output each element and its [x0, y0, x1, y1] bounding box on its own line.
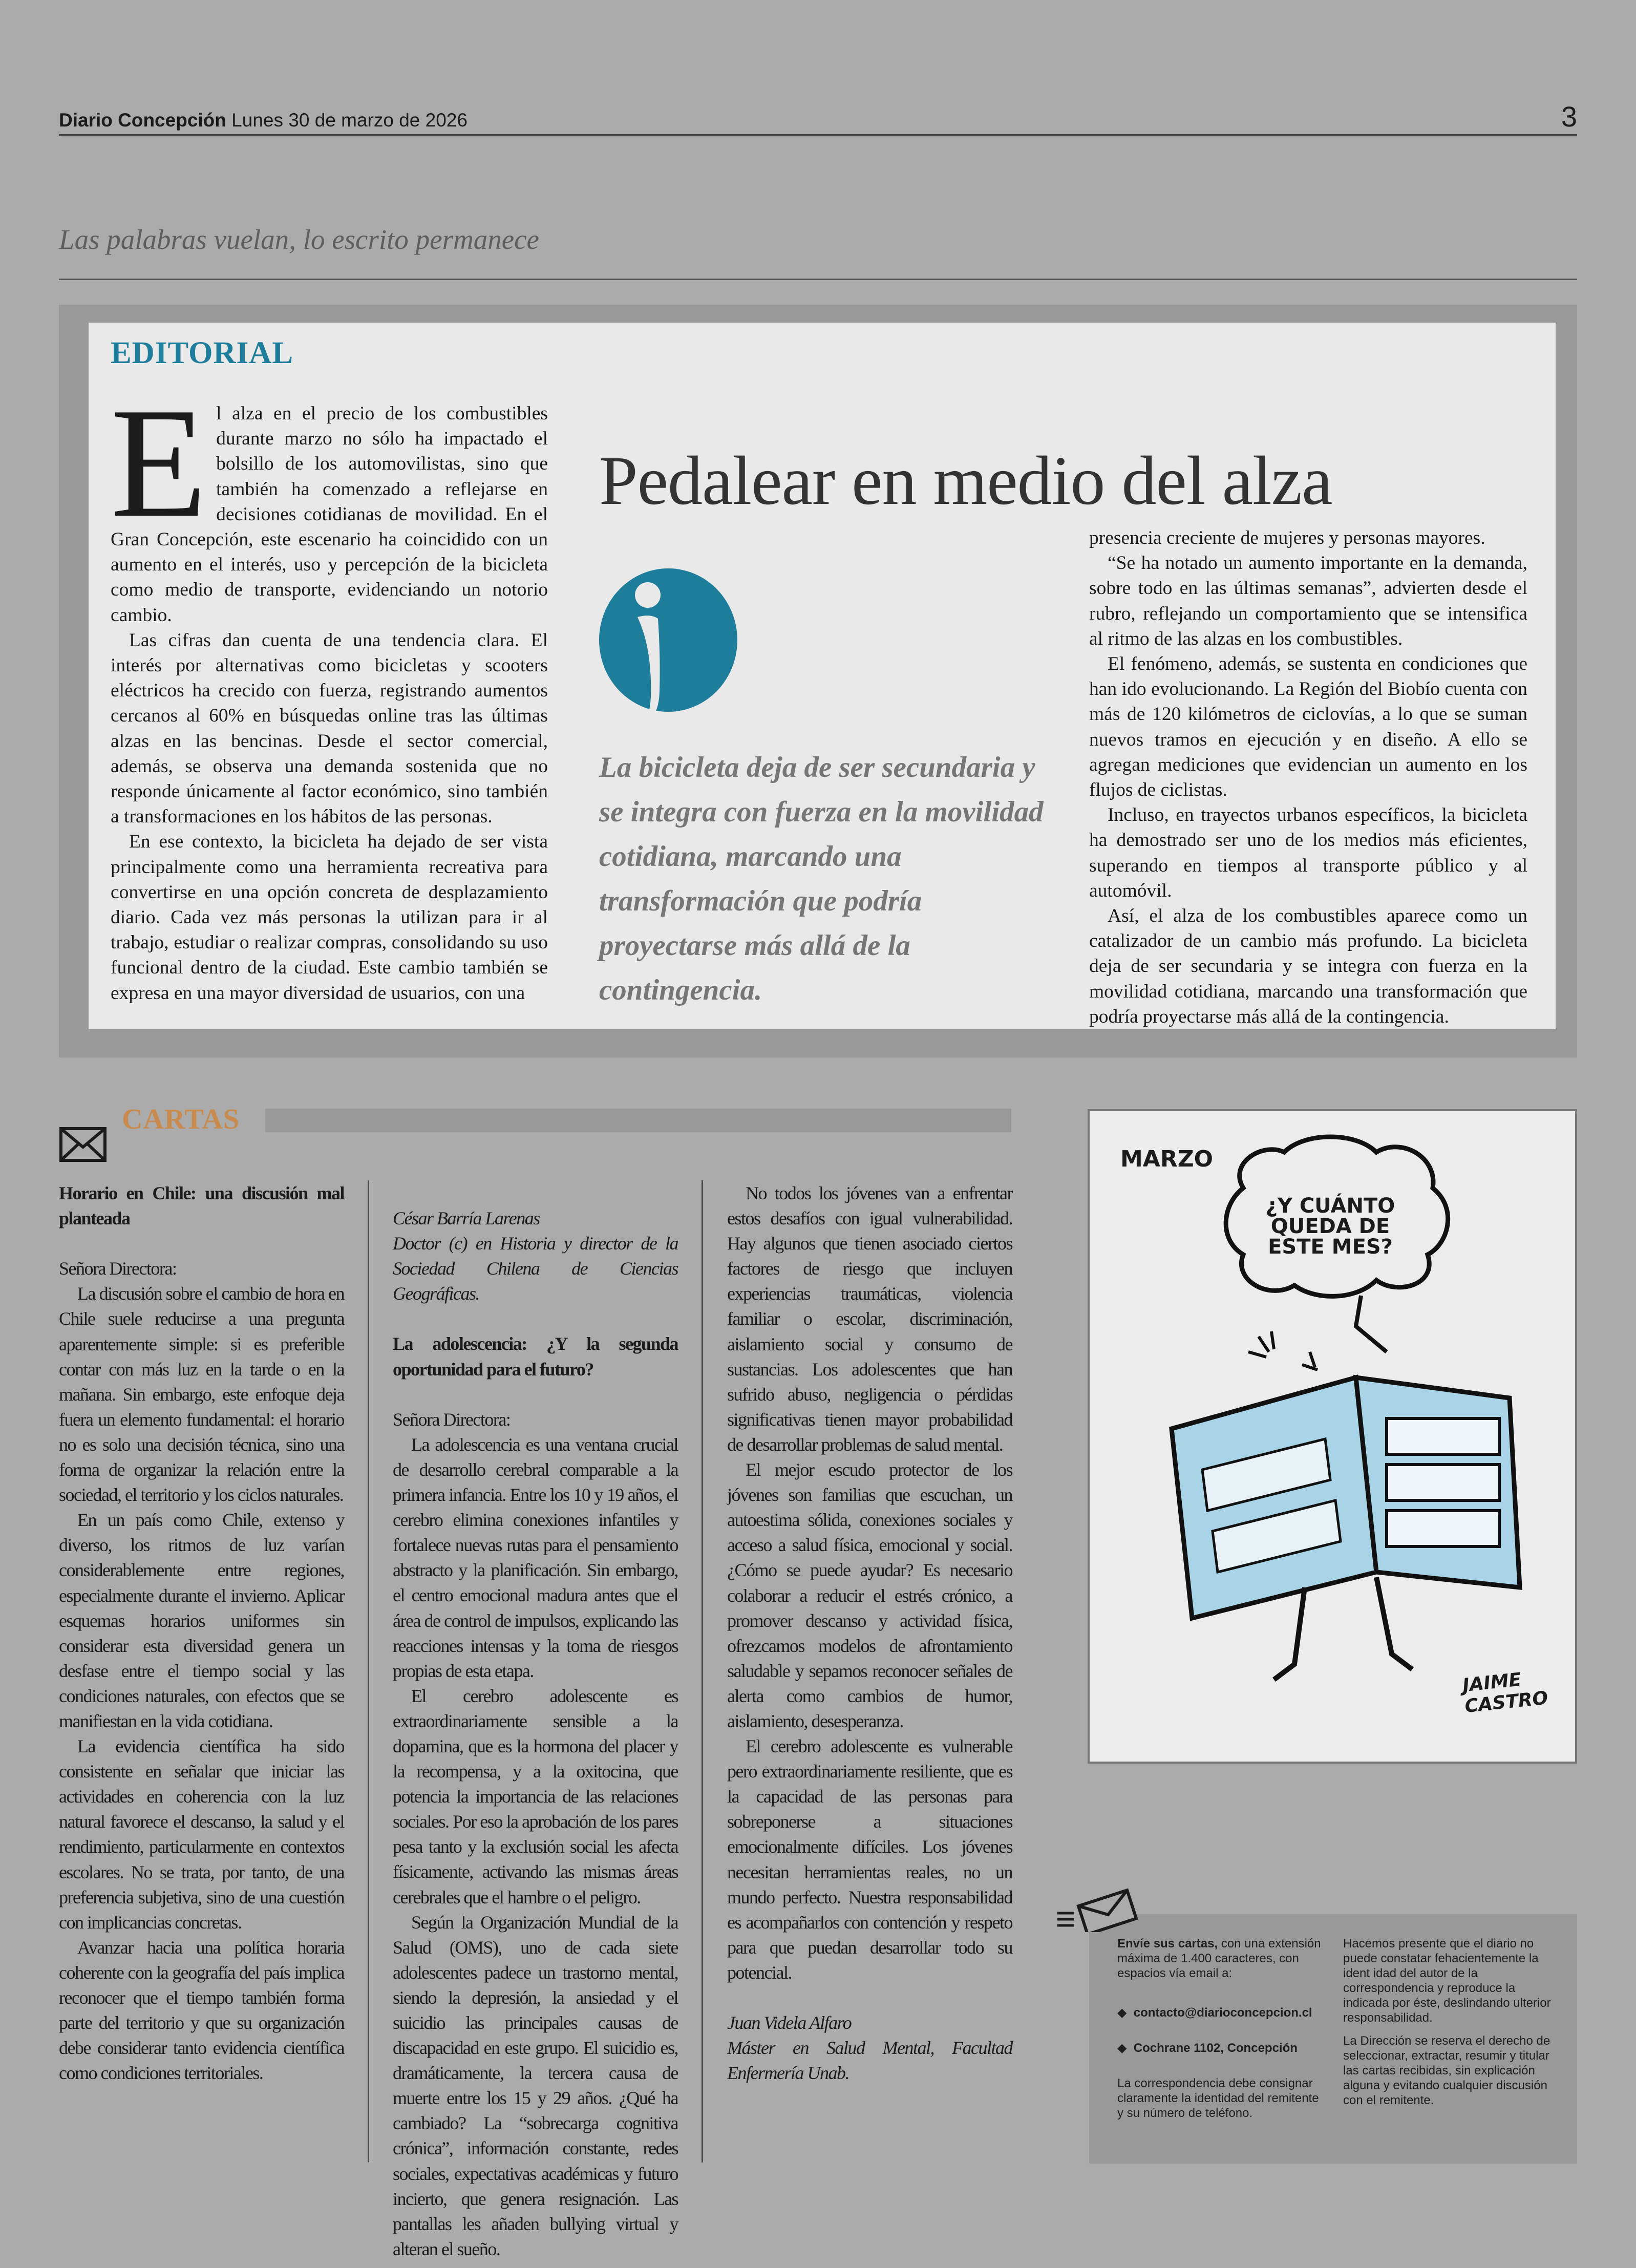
submissions-col-2 [1343, 1936, 1558, 2108]
info-icon [599, 568, 737, 713]
letter-paragraph: El cerebro adolescente es vulnerable pero extraordinariamente resiliente, que es la capacidad de las personas para sobreponerse a situaciones emocionalmente difíciles. Los jóvenes necesitan herramientas reales, no un mundo perfecto. Nuestra responsabilidad es acompañarlos con contención y respeto para que puedan desarrollar todo su potencial. [727, 1736, 1012, 1983]
letter-paragraph: Según la Organización Mundial de la Salud (OMS), uno de cada siete adolescentes padece un trastorno mental, siendo la depresión, la ansiedad y el suicidio las principales causas de discapacidad en este grupo. El suicidio es, dramáticamente, la tercera causa de muerte entre los 15 y 29 años. ¿Qué ha cambiado? La “sobrecarga cognitiva crónica”, información constante, redes sociales, expectativas académicas y futuro incierto, que genera resignación. Las pantallas les añaden bullying virtual y alteran el sueño. [393, 1912, 678, 2259]
drop-cap: E [111, 375, 207, 550]
page-header [59, 102, 1577, 133]
editorial-paragraph: El fenómeno, además, se sustenta en condiciones que han ido evolucionando. La Región del Biobío cuenta con más de 120 kilómetros de ciclovías, a lo que se suman nuevos tramos en ejecución y en diseño. A ello se agregan mediciones que evidencian un aumento en los flujos de ciclistas. [1089, 653, 1527, 801]
submissions-email[interactable]: ◆ contacto@diarioconcepcion.cl [1117, 2006, 1312, 2020]
letter-salutation: Señora Directora: [393, 1409, 511, 1430]
editorial-paragraph: Así, el alza de los combustibles aparece como un catalizador de un cambio más profundo. La bicicleta deja de ser secundaria y se integra con fuerza en la movilidad cotidiana, marcando una transformación que podría proyectarse más allá de la contingencia. [1089, 905, 1527, 1027]
issue-date: Lunes 30 de marzo de 2026 [231, 110, 468, 131]
letter-signature-title: Máster en Salud Mental, Facultad Enfermería Unab. [727, 2038, 1012, 2084]
letter-salutation: Señora Directora: [59, 1258, 177, 1279]
section-tagline: Las palabras vuelan, lo escrito permanece [59, 224, 539, 255]
letters-column-1 [59, 1181, 344, 2086]
cartas-bar [265, 1109, 1011, 1132]
editorial-label: EDITORIAL [111, 336, 294, 370]
letter-headline: Horario en Chile: una discusión mal planteada [59, 1183, 344, 1229]
letters-column-2 [393, 1206, 678, 2262]
submissions-note: Hacemos presente que el diario no puede constatar fehacientemente la ident idad del autor de la correspondencia y reproduce la indicada por éste, deslindando ulterior responsabilidad. [1343, 1937, 1551, 2025]
column-rule [702, 1180, 703, 2163]
editorial-pullquote: La bicicleta deja de ser secundaria y se integra con fuerza en la movilidad cotidiana, marcando una transformación que podría proyectarse más allá de la contingencia. [599, 751, 1044, 1006]
editorial-paragraph: Incluso, en trayectos urbanos específicos, la bicicleta ha demostrado ser uno de los medios más eficientes, superando en tiempos al transporte público y al automóvil. [1089, 804, 1527, 901]
editorial-paragraph: Las cifras dan cuenta de una tendencia clara. El interés por alternativas como bicicletas y scooters eléctricos ha crecido con fuerza, registrando aumentos cercanos al 60% en búsquedas online tras las últimas alzas en las bencinas. Desde el sector comercial, además, se observa una demanda sostenida que no responde únicamente al factor económico, sino también a transformaciones en los hábitos de las personas. [111, 629, 548, 828]
letter-signature-title: Doctor (c) en Historia y director de la Sociedad Chilena de Ciencias Geográficas. [393, 1233, 678, 1304]
submissions-col-1 [1117, 1936, 1327, 2121]
tagline-rule [59, 279, 1577, 280]
submissions-note: La Dirección se reserva el derecho de seleccionar, extractar, resumir y titular las cartas recibidas, sin explicación alguna y evitando cualquier discusión con el remitente. [1343, 2034, 1550, 2107]
letter-paragraph: En un país como Chile, extenso y diverso, los ritmos de luz varían considerablemente entre regiones, especialmente durante el invierno. Aplicar esquemas horarios uniformes sin considerar esta diversidad genera un desfase entre el tiempo social y las condiciones naturales, con efectos que se manifiestan en la vida cotidiana. [59, 1510, 344, 1731]
letters-column-3 [727, 1181, 1012, 2086]
editorial-cartoon [1088, 1109, 1577, 1764]
letter-paragraph: La evidencia científica ha sido consistente en señalar que iniciar las actividades en coherencia con la luz natural favorece el descanso, la salud y el rendimiento, particularmente en contextos escolares. No se trata, por tanto, de una preferencia subjetiva, sino de una cuestión con implicancias concretas. [59, 1736, 344, 1933]
letter-paragraph: La adolescencia es una ventana crucial de desarrollo cerebral comparable a la primera infancia. Entre los 10 y 19 años, el cerebro elimina conexiones infantiles y fortalece nuevas rutas para el pensamiento abstracto y la planificación. Sin embargo, el centro emocional madura antes que el área de control de impulsos, explicando las reacciones intensas y la toma de riesgos propias de esta etapa. [393, 1434, 678, 1681]
letter-paragraph: El cerebro adolescente es extraordinariamente sensible a la dopamina, que es la hormona del placer y la recompensa, y a la oxitocina, que potencia la importancia de las relaciones sociales. Por eso la aprobación de los pares pesa tanto y la exclusión social les afecta físicamente, activando las mismas áreas cerebrales que el hambre o el peligro. [393, 1685, 678, 1907]
newspaper-name: Diario Concepción [59, 110, 226, 131]
header-meta [59, 110, 468, 131]
letter-paragraph: Avanzar hacia una política horaria coherente con la geografía del país implica reconocer que el tiempo también forma parte del territorio y que su organización debe considerar tanto evidencia científica como condiciones territoriales. [59, 1937, 344, 2084]
cartoon-label: MARZO [1120, 1146, 1214, 1172]
letter-paragraph: El mejor escudo protector de los jóvenes son familias que escuchan, un autoestima sólida, conexiones sociales y acceso a salud física, emocional y social. ¿Cómo se puede ayudar? Es necesario colaborar a reducir el estrés crónico, a promover descanso y actividad física, ofrezcamos modelos de afrontamiento saludable y sepamos reconocer señales de alerta como cambios de humor, aislamiento, desesperanza. [727, 1459, 1012, 1731]
editorial-paragraph: l alza en el precio de los combustibles durante marzo no sólo ha impactado el bolsillo de los automovilistas, sino que también ha comenzado a reflejarse en decisiones cotidianas de movilidad. En el Gran Concepción, este escenario ha coincidido con un aumento en el interés, uso y percepción de la bicicleta como medio de transporte, evidenciando un notorio cambio. [111, 403, 548, 626]
editorial-paragraph: “Se ha notado un aumento importante en la demanda, sobre todo en las últimas semanas”, advierten desde el rubro, reflejando un comportamiento que se intensifica al ritmo de las alzas en los combustibles. [1089, 553, 1527, 649]
submissions-note: La correspondencia debe consignar claramente la identidad del remitente y su número de teléfono. [1117, 2076, 1319, 2120]
column-rule [368, 1180, 369, 2163]
letter-signature-name: Juan Videla Alfaro [727, 2012, 852, 2033]
envelope-icon [59, 1126, 107, 1163]
cartoon-speech-bubble: ¿Y CUÁNTO QUEDA DE ESTE MES? [1265, 1194, 1395, 1259]
letter-paragraph: No todos los jóvenes van a enfrentar estos desafíos con igual vulnerabilidad. Hay algunos que tienen asociado ciertos factores de riesgo que incluyen experiencias traumáticas, violencia familiar o escolar, discriminación, aislamiento social y consumo de sustancias. Los adolescentes que han sufrido abuso, negligencia o pérdidas significativas tienen mayor probabilidad de desarrollar problemas de salud mental. [727, 1183, 1012, 1455]
letter-paragraph: La discusión sobre el cambio de hora en Chile suele reducirse a una pregunta aparentemente simple: si es preferible contar con más luz en la tarde o en la mañana. Sin embargo, este enfoque deja fuera un elemento fundamental: el horario no es solo una decisión técnica, sino una forma de organizar la relación entre la sociedad, el territorio y los ciclos naturales. [59, 1283, 344, 1506]
editorial-paragraph: presencia creciente de mujeres y personas mayores. [1089, 527, 1485, 548]
editorial-title: Pedalear en medio del alza [599, 442, 1332, 520]
letter-signature-name: César Barría Larenas [393, 1208, 540, 1228]
header-rule [59, 134, 1577, 136]
submissions-lead: Envíe sus cartas, con una extensión máxima de 1.400 caracteres, con espacios vía email a: [1117, 1937, 1321, 1980]
letter-headline: La adolescencia: ¿Y la segunda oportunidad para el futuro? [393, 1333, 678, 1380]
mail-send-icon [1055, 1883, 1144, 1932]
page-number: 3 [1561, 100, 1577, 133]
cartoon-signature: JAIME CASTRO [1461, 1669, 1549, 1718]
editorial-paragraph: En ese contexto, la bicicleta ha dejado de ser vista principalmente como una herramienta recreativa para convertirse en una opción concreta de desplazamiento diario. Cada vez más personas la utilizan para ir al trabajo, estudiar o realizar compras, consolidando su uso funcional dentro de la ciudad. Este cambio también se expresa en una mayor diversidad de usuarios, con una [111, 831, 548, 1004]
editorial-column-3 [1089, 525, 1527, 1029]
cartas-label: CARTAS [122, 1104, 240, 1135]
editorial-column-1 [111, 375, 548, 1006]
submissions-address: ◆ Cochrane 1102, Concepción [1117, 2041, 1298, 2055]
